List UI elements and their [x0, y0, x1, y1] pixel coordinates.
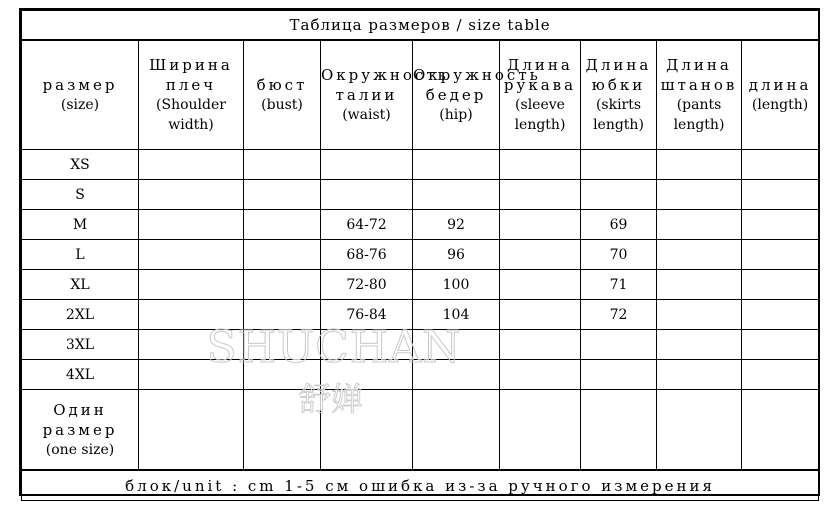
- pants-cell: [657, 240, 742, 270]
- one-size-label: [22, 390, 139, 471]
- header-size-en: (size): [60, 97, 100, 113]
- one-size-label-en: (one size): [45, 441, 115, 458]
- sleeve-cell: [500, 180, 581, 210]
- header-sleeve: [500, 40, 581, 150]
- length-cell: [742, 360, 819, 390]
- hip-cell: 100: [413, 270, 500, 300]
- watermark-logo-text: 舒婵: [298, 380, 364, 418]
- waist-cell: [321, 150, 413, 180]
- header-row: [22, 40, 819, 150]
- skirt-cell: [581, 360, 657, 390]
- header-waist-ru: Окружность талии: [321, 66, 449, 104]
- header-bust-ru: бюст: [256, 76, 308, 94]
- table-cell: [244, 390, 321, 471]
- table-row: [22, 330, 819, 360]
- size-label: M: [22, 210, 139, 240]
- skirt-cell: 69: [581, 210, 657, 240]
- pants-cell: [657, 360, 742, 390]
- sleeve-cell: [500, 360, 581, 390]
- header-waist-en: (waist): [342, 107, 391, 123]
- pants-cell: [657, 210, 742, 240]
- table-title: Таблица размеров / size table: [22, 11, 819, 41]
- bust-cell: [244, 300, 321, 330]
- table-cell: [500, 390, 581, 471]
- watermark-text: SHUCHAN: [206, 322, 462, 373]
- header-size: [22, 40, 139, 150]
- size-label: XS: [22, 150, 139, 180]
- table-cell: [657, 390, 742, 471]
- size-table-frame: [19, 8, 820, 496]
- table-row: [22, 210, 819, 240]
- hip-cell: 92: [413, 210, 500, 240]
- header-length-en: (length): [751, 97, 809, 113]
- waist-cell: [321, 180, 413, 210]
- header-hip-ru: Окружность бедер: [413, 66, 541, 104]
- sleeve-cell: [500, 240, 581, 270]
- size-label: S: [22, 180, 139, 210]
- pants-cell: [657, 150, 742, 180]
- table-cell: [742, 390, 819, 471]
- waist-cell: 68-76: [321, 240, 413, 270]
- header-length-ru: длина: [748, 76, 812, 94]
- waist-cell: 72-80: [321, 270, 413, 300]
- table-cell: [581, 390, 657, 471]
- header-size-ru: размер: [42, 76, 118, 94]
- length-cell: [742, 180, 819, 210]
- header-pants-en: (pants length): [673, 97, 725, 133]
- length-cell: [742, 270, 819, 300]
- bust-cell: [244, 210, 321, 240]
- size-table: [21, 10, 819, 501]
- header-length: [742, 40, 819, 150]
- hip-cell: [413, 180, 500, 210]
- size-label: L: [22, 240, 139, 270]
- waist-cell: 64-72: [321, 210, 413, 240]
- length-cell: [742, 330, 819, 360]
- header-shoulder-en: (Shoulder width): [156, 97, 226, 133]
- hip-cell: 96: [413, 240, 500, 270]
- header-sleeve-en: (sleeve length): [514, 97, 566, 133]
- header-skirt-ru: Длина юбки: [585, 56, 652, 94]
- shoulder-cell: [139, 270, 244, 300]
- sleeve-cell: [500, 210, 581, 240]
- waist-cell: [321, 360, 413, 390]
- shoulder-cell: [139, 150, 244, 180]
- sleeve-cell: [500, 300, 581, 330]
- header-bust: [244, 40, 321, 150]
- bust-cell: [244, 150, 321, 180]
- table-row: [22, 270, 819, 300]
- length-cell: [742, 300, 819, 330]
- hip-cell: [413, 330, 500, 360]
- hip-cell: [413, 360, 500, 390]
- table-footer: блок/unit : cm 1-5 см ошибка из-за ручного измерения: [22, 470, 819, 501]
- bust-cell: [244, 180, 321, 210]
- skirt-cell: 72: [581, 300, 657, 330]
- header-shoulder-ru: Ширина плеч: [149, 56, 233, 94]
- shoulder-cell: [139, 330, 244, 360]
- table-cell: [413, 390, 500, 471]
- sleeve-cell: [500, 270, 581, 300]
- header-waist: [321, 40, 449, 150]
- skirt-cell: [581, 150, 657, 180]
- pants-cell: [657, 300, 742, 330]
- one-size-row: [22, 390, 819, 471]
- table-cell: [321, 390, 413, 471]
- skirt-cell: [581, 180, 657, 210]
- bust-cell: [244, 330, 321, 360]
- length-cell: [742, 240, 819, 270]
- size-label: 3XL: [22, 330, 139, 360]
- size-label: XL: [22, 270, 139, 300]
- hip-cell: [413, 150, 500, 180]
- bust-cell: [244, 360, 321, 390]
- table-cell: [139, 390, 244, 471]
- table-row: [22, 240, 819, 270]
- header-bust-en: (bust): [261, 97, 303, 113]
- pants-cell: [657, 270, 742, 300]
- header-pants: [657, 40, 742, 150]
- waist-cell: [321, 330, 413, 360]
- table-row: [22, 150, 819, 180]
- skirt-cell: 71: [581, 270, 657, 300]
- header-skirt-en: (skirts length): [593, 97, 644, 133]
- bust-cell: [244, 240, 321, 270]
- table-row: [22, 360, 819, 390]
- one-size-label-ru: Один размер: [42, 400, 118, 439]
- size-label: 4XL: [22, 360, 139, 390]
- sleeve-cell: [500, 330, 581, 360]
- shoulder-cell: [139, 180, 244, 210]
- bust-cell: [244, 270, 321, 300]
- waist-cell: 76-84: [321, 300, 413, 330]
- shoulder-cell: [139, 240, 244, 270]
- length-cell: [742, 150, 819, 180]
- header-sleeve-ru: Длина рукава: [503, 56, 577, 94]
- size-label: 2XL: [22, 300, 139, 330]
- shoulder-cell: [139, 360, 244, 390]
- sleeve-cell: [500, 150, 581, 180]
- shoulder-cell: [139, 300, 244, 330]
- header-skirt: [581, 40, 657, 150]
- table-row: [22, 300, 819, 330]
- header-pants-ru: Длина штанов: [660, 56, 738, 94]
- header-shoulder: [139, 40, 244, 150]
- length-cell: [742, 210, 819, 240]
- skirt-cell: [581, 330, 657, 360]
- pants-cell: [657, 180, 742, 210]
- pants-cell: [657, 330, 742, 360]
- shoulder-cell: [139, 210, 244, 240]
- hip-cell: 104: [413, 300, 500, 330]
- table-row: [22, 180, 819, 210]
- skirt-cell: 70: [581, 240, 657, 270]
- header-hip-en: (hip): [439, 107, 473, 123]
